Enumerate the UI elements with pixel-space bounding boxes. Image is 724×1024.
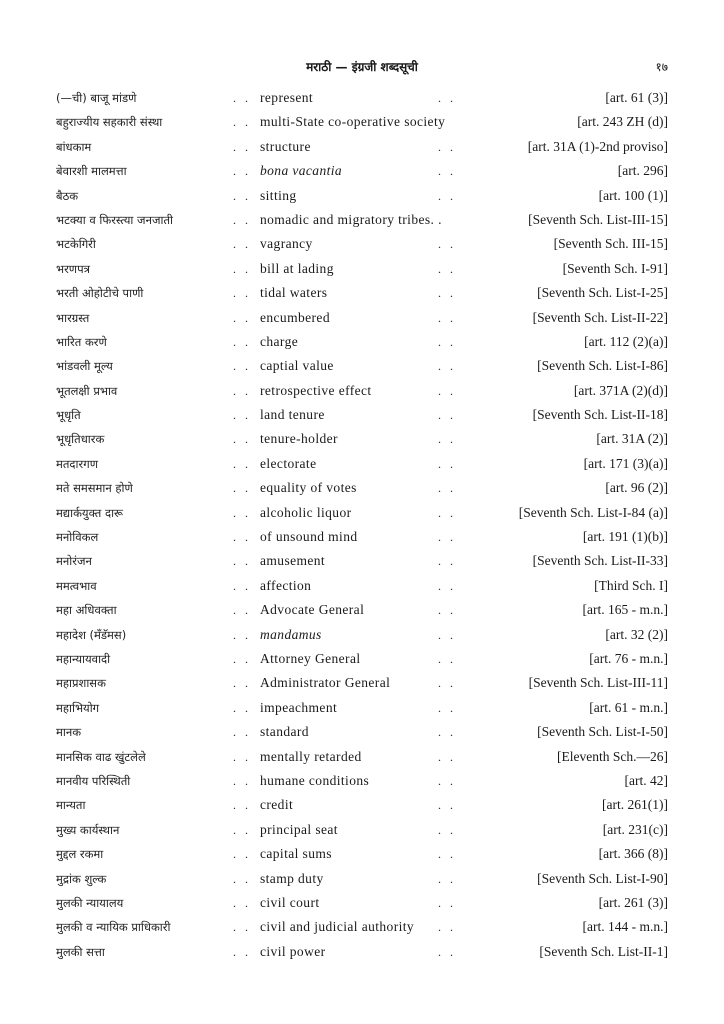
article-reference: [Seventh Sch. List-I-25] bbox=[537, 285, 668, 301]
leader-dots: . . bbox=[438, 334, 456, 349]
marathi-term: भांडवली मूल्य bbox=[56, 359, 113, 374]
english-term: multi-State co-operative society bbox=[260, 114, 446, 130]
glossary-entry bbox=[0, 551, 724, 575]
article-reference: [art. 165 - m.n.] bbox=[582, 602, 668, 618]
marathi-term: मानसिक वाढ खुंटलेले bbox=[56, 749, 146, 764]
leader-dots: . . bbox=[233, 91, 251, 105]
leader-dots: . . bbox=[438, 700, 456, 715]
article-reference: [Seventh Sch. List-III-15] bbox=[528, 211, 668, 227]
english-term: stamp duty bbox=[260, 870, 324, 886]
leader-dots: . . bbox=[233, 188, 251, 203]
leader-dots: . . bbox=[233, 359, 251, 374]
english-term: encumbered bbox=[260, 309, 330, 325]
leader-dots: . . bbox=[438, 286, 456, 301]
english-term: charge bbox=[260, 333, 299, 349]
leader-dots: . . bbox=[233, 408, 251, 423]
leader-dots: . . bbox=[438, 578, 456, 593]
leader-dots: . . bbox=[438, 725, 456, 740]
glossary-entry bbox=[0, 600, 724, 624]
marathi-term: भटक्या व फिरस्त्या जनजाती bbox=[56, 212, 174, 227]
english-term: captial value bbox=[260, 358, 334, 374]
english-term: retrospective effect bbox=[260, 382, 372, 398]
marathi-term: भरणपत्र bbox=[56, 261, 90, 276]
leader-dots: . . bbox=[233, 676, 251, 691]
article-reference: [art. 144 - m.n.] bbox=[582, 919, 668, 935]
glossary-entry bbox=[0, 454, 724, 478]
marathi-term: महान्यायवादी bbox=[56, 651, 111, 666]
marathi-term: मते समसमान होणे bbox=[56, 481, 133, 496]
leader-dots: . . bbox=[233, 749, 251, 764]
english-term: standard bbox=[260, 724, 309, 740]
glossary-entry bbox=[0, 576, 724, 600]
glossary-entry bbox=[0, 478, 724, 502]
leader-dots: . . bbox=[233, 773, 251, 788]
leader-dots: . . bbox=[438, 139, 456, 154]
leader-dots: . . bbox=[233, 603, 251, 618]
leader-dots: . . bbox=[438, 822, 456, 837]
glossary-entry bbox=[0, 795, 724, 819]
marathi-term: बैठक bbox=[56, 188, 79, 203]
marathi-term: महाप्रशासक bbox=[56, 676, 106, 691]
leader-dots: . . bbox=[233, 530, 251, 545]
english-term: civil and judicial authority bbox=[260, 919, 415, 935]
marathi-term: भूतलक्षी प्रभाव bbox=[56, 383, 118, 398]
english-term: alcoholic liquor bbox=[260, 504, 352, 520]
glossary-entry bbox=[0, 234, 724, 258]
marathi-term: भूधृति bbox=[56, 408, 81, 423]
english-term: civil power bbox=[260, 943, 326, 959]
english-term: tidal waters bbox=[260, 285, 328, 301]
leader-dots: . . bbox=[233, 847, 251, 862]
glossary-entry bbox=[0, 332, 724, 356]
english-term: credit bbox=[260, 797, 294, 813]
leader-dots: . . bbox=[438, 651, 456, 666]
english-term: nomadic and migratory tribes. . bbox=[260, 211, 442, 227]
leader-dots: . . bbox=[233, 627, 251, 642]
article-reference: [art. 371A (2)(d)] bbox=[573, 382, 668, 398]
glossary-entry bbox=[0, 747, 724, 771]
leader-dots: . . bbox=[233, 383, 251, 398]
glossary-entry bbox=[0, 186, 724, 210]
marathi-term: मुद्रांक शुल्क bbox=[56, 871, 107, 886]
glossary-entry bbox=[0, 161, 724, 185]
glossary-entry bbox=[0, 137, 724, 161]
marathi-term: मतदारगण bbox=[56, 456, 99, 471]
leader-dots: . . bbox=[233, 212, 251, 227]
leader-dots: . . bbox=[233, 115, 251, 130]
english-term: impeachment bbox=[260, 699, 338, 715]
english-term: Advocate General bbox=[260, 602, 365, 618]
marathi-term: बहुराज्यीय सहकारी संस्था bbox=[56, 115, 163, 130]
page-number: १७ bbox=[655, 60, 668, 74]
english-term: Administrator General bbox=[260, 675, 391, 691]
leader-dots: . . bbox=[233, 505, 251, 520]
glossary-entry bbox=[0, 869, 724, 893]
leader-dots: . . bbox=[438, 261, 456, 276]
leader-dots: . . bbox=[233, 822, 251, 837]
leader-dots: . . bbox=[438, 895, 456, 910]
english-term: bona vacantia bbox=[260, 163, 343, 179]
english-term: amusement bbox=[260, 553, 326, 569]
leader-dots: . . bbox=[438, 456, 456, 471]
article-reference: [art. 112 (2)(a)] bbox=[584, 333, 668, 349]
article-reference: [art. 296] bbox=[617, 163, 668, 179]
marathi-term: बेवारशी मालमत्ता bbox=[56, 164, 127, 179]
article-reference: [art. 366 (8)] bbox=[598, 846, 668, 862]
article-reference: [Seventh Sch. List-I-84 (a)] bbox=[518, 504, 668, 520]
marathi-term: मुलकी व न्यायिक प्राधिकारी bbox=[56, 920, 171, 935]
marathi-term: मुलकी सत्ता bbox=[56, 944, 105, 959]
glossary-entry bbox=[0, 942, 724, 966]
marathi-term: भरती ओहोटीचे पाणी bbox=[56, 286, 144, 301]
article-reference: [Seventh Sch. List-II-18] bbox=[532, 407, 668, 423]
glossary-entry bbox=[0, 698, 724, 722]
glossary-entry bbox=[0, 429, 724, 453]
article-reference: [art. 96 (2)] bbox=[605, 480, 668, 496]
english-term: tenure-holder bbox=[260, 431, 338, 447]
leader-dots: . . bbox=[233, 554, 251, 569]
marathi-term: बांधकाम bbox=[56, 139, 92, 154]
english-term: sitting bbox=[260, 187, 297, 203]
article-reference: [art. 243 ZH (d)] bbox=[577, 114, 668, 130]
article-reference: [Seventh Sch. List-III-11] bbox=[528, 675, 668, 691]
leader-dots: . . bbox=[233, 310, 251, 325]
leader-dots: . . bbox=[438, 505, 456, 520]
marathi-term: मान्यता bbox=[56, 798, 86, 813]
english-term: mentally retarded bbox=[260, 748, 362, 764]
article-reference: [art. 61 (3)] bbox=[605, 90, 668, 105]
glossary-entry bbox=[0, 649, 724, 673]
english-term: civil court bbox=[260, 894, 320, 910]
marathi-term: मद्यार्कयुक्त दारू bbox=[56, 505, 123, 520]
glossary-entry bbox=[0, 88, 724, 112]
leader-dots: . . bbox=[233, 578, 251, 593]
article-reference: [Seventh Sch. I-91] bbox=[562, 260, 668, 276]
marathi-term: मनोरंजन bbox=[56, 554, 92, 569]
marathi-term: भटकेगिरी bbox=[56, 237, 96, 252]
leader-dots: . . bbox=[233, 725, 251, 740]
article-reference: [Seventh Sch. List-II-33] bbox=[532, 553, 668, 569]
article-reference: [art. 61 - m.n.] bbox=[589, 699, 668, 715]
english-term: land tenure bbox=[260, 407, 325, 423]
article-reference: [art. 261 (3)] bbox=[598, 894, 668, 910]
page-title: मराठी — इंग्रजी शब्दसूची bbox=[306, 60, 418, 74]
leader-dots: . . bbox=[438, 944, 456, 959]
article-reference: [Seventh Sch. List-II-1] bbox=[539, 943, 668, 959]
article-reference: [Third Sch. I] bbox=[594, 577, 668, 593]
article-reference: [art. 100 (1)] bbox=[598, 187, 668, 203]
article-reference: [Seventh Sch. List-II-22] bbox=[532, 309, 668, 325]
glossary-entry bbox=[0, 917, 724, 941]
english-term: electorate bbox=[260, 455, 317, 471]
leader-dots: . . bbox=[233, 237, 251, 252]
leader-dots: . . bbox=[233, 920, 251, 935]
article-reference: [art. 171 (3)(a)] bbox=[583, 455, 668, 471]
leader-dots: . . bbox=[438, 530, 456, 545]
marathi-term: भूधृतिधारक bbox=[56, 432, 105, 447]
leader-dots: . . bbox=[438, 773, 456, 788]
english-term: humane conditions bbox=[260, 772, 370, 788]
leader-dots: . . bbox=[438, 408, 456, 423]
marathi-term: (—ची) बाजू मांडणे bbox=[56, 91, 137, 105]
english-term: mandamus bbox=[260, 626, 322, 642]
marathi-term: मनोविकल bbox=[56, 530, 99, 545]
article-reference: [art. 261(1)] bbox=[602, 797, 668, 813]
leader-dots: . . bbox=[438, 188, 456, 203]
leader-dots: . . bbox=[233, 432, 251, 447]
leader-dots: . . bbox=[438, 871, 456, 886]
glossary-entry bbox=[0, 405, 724, 429]
glossary-entry bbox=[0, 356, 724, 380]
glossary-list bbox=[0, 88, 724, 966]
leader-dots: . . bbox=[438, 481, 456, 496]
english-term: capital sums bbox=[260, 846, 332, 862]
marathi-term: मुलकी न्यायालय bbox=[56, 895, 124, 910]
leader-dots: . . bbox=[438, 920, 456, 935]
leader-dots: . . bbox=[233, 456, 251, 471]
page-header bbox=[0, 56, 724, 76]
article-reference: [art. 31A (2)] bbox=[596, 431, 668, 447]
glossary-entry bbox=[0, 503, 724, 527]
glossary-entry bbox=[0, 771, 724, 795]
english-term: affection bbox=[260, 577, 312, 593]
english-term: principal seat bbox=[260, 821, 338, 837]
marathi-term: भारग्रस्त bbox=[56, 310, 90, 325]
article-reference: [art. 32 (2)] bbox=[605, 626, 668, 642]
article-reference: [art. 31A (1)-2nd proviso] bbox=[527, 138, 668, 154]
leader-dots: . . bbox=[233, 164, 251, 179]
leader-dots: . . bbox=[233, 261, 251, 276]
leader-dots: . . bbox=[438, 91, 456, 105]
leader-dots: . . bbox=[233, 139, 251, 154]
leader-dots: . . bbox=[438, 237, 456, 252]
article-reference: [art. 42] bbox=[624, 772, 668, 788]
glossary-entry bbox=[0, 820, 724, 844]
marathi-term: ममत्वभाव bbox=[56, 578, 97, 593]
article-reference: [art. 231(c)] bbox=[602, 821, 668, 837]
marathi-term: महादेश (मँडॅमस) bbox=[56, 627, 127, 642]
article-reference: [Eleventh Sch.—26] bbox=[557, 748, 668, 764]
english-term: bill at lading bbox=[260, 260, 334, 276]
leader-dots: . . bbox=[438, 627, 456, 642]
leader-dots: . . bbox=[438, 847, 456, 862]
glossary-entry bbox=[0, 673, 724, 697]
article-reference: [Seventh Sch. List-I-90] bbox=[537, 870, 668, 886]
marathi-term: भारित करणे bbox=[56, 334, 107, 349]
glossary-entry bbox=[0, 259, 724, 283]
leader-dots: . . bbox=[438, 383, 456, 398]
glossary-entry bbox=[0, 722, 724, 746]
leader-dots: . . bbox=[233, 700, 251, 715]
glossary-entry bbox=[0, 893, 724, 917]
leader-dots: . . bbox=[438, 359, 456, 374]
leader-dots: . . bbox=[233, 895, 251, 910]
marathi-term: मानवीय परिस्थिती bbox=[56, 773, 131, 788]
marathi-term: मुद्दल रकमा bbox=[56, 847, 104, 862]
english-term: represent bbox=[260, 90, 314, 105]
glossary-entry bbox=[0, 308, 724, 332]
marathi-term: महा अधिवक्ता bbox=[56, 603, 117, 618]
glossary-entry bbox=[0, 283, 724, 307]
leader-dots: . . bbox=[233, 481, 251, 496]
leader-dots: . . bbox=[438, 676, 456, 691]
leader-dots: . . bbox=[233, 798, 251, 813]
english-term: Attorney General bbox=[260, 650, 361, 666]
leader-dots: . . bbox=[438, 749, 456, 764]
article-reference: [art. 191 (1)(b)] bbox=[582, 529, 668, 545]
leader-dots: . . bbox=[233, 334, 251, 349]
marathi-term: मुख्य कार्यस्थान bbox=[56, 822, 120, 837]
leader-dots: . . bbox=[438, 603, 456, 618]
glossary-entry bbox=[0, 844, 724, 868]
english-term: structure bbox=[260, 138, 311, 154]
leader-dots: . . bbox=[233, 944, 251, 959]
leader-dots: . . bbox=[233, 871, 251, 886]
glossary-entry bbox=[0, 527, 724, 551]
article-reference: [art. 76 - m.n.] bbox=[589, 650, 668, 666]
marathi-term: महाभियोग bbox=[56, 700, 100, 715]
leader-dots: . . bbox=[438, 798, 456, 813]
glossary-entry bbox=[0, 112, 724, 136]
article-reference: [Seventh Sch. III-15] bbox=[553, 236, 668, 252]
glossary-entry bbox=[0, 210, 724, 234]
article-reference: [Seventh Sch. List-I-50] bbox=[537, 724, 668, 740]
marathi-term: मानक bbox=[56, 725, 82, 740]
glossary-entry bbox=[0, 625, 724, 649]
leader-dots: . . bbox=[233, 651, 251, 666]
article-reference: [Seventh Sch. List-I-86] bbox=[537, 358, 668, 374]
leader-dots: . . bbox=[438, 164, 456, 179]
glossary-entry bbox=[0, 381, 724, 405]
leader-dots: . . bbox=[438, 554, 456, 569]
leader-dots: . . bbox=[233, 286, 251, 301]
leader-dots: . . bbox=[438, 310, 456, 325]
english-term: equality of votes bbox=[260, 480, 357, 496]
english-term: vagrancy bbox=[260, 236, 313, 252]
english-term: of unsound mind bbox=[260, 529, 358, 545]
leader-dots: . . bbox=[438, 432, 456, 447]
